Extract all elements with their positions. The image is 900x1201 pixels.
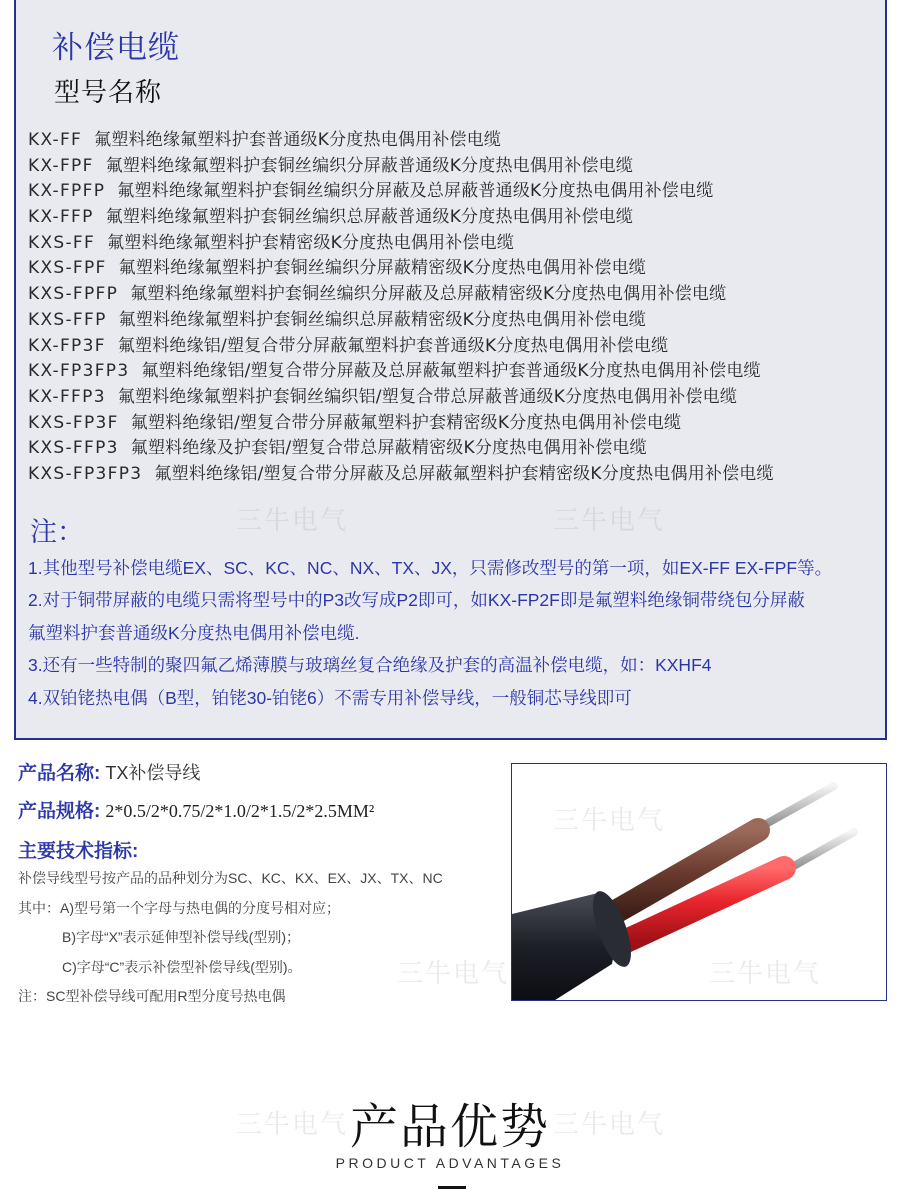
model-row bbox=[28, 385, 888, 411]
product-name-label: 产品名称: bbox=[18, 763, 101, 784]
model-code: KXS-FFP3 bbox=[28, 438, 119, 459]
model-description: 氟塑料绝缘及护套铝/塑复合带总屏蔽精密级K分度热电偶用补偿电缆 bbox=[130, 438, 647, 459]
product-info bbox=[18, 758, 503, 834]
note-line: 2.对于铜带屏蔽的电缆只需将型号中的P3改写成P2即可，如KX-FP2F即是氟塑料绝缘铜带绕包分屏蔽 bbox=[28, 590, 805, 611]
model-description: 氟塑料绝缘氟塑料护套铜丝编织分屏蔽及总屏蔽普通级K分度热电偶用补偿电缆 bbox=[117, 181, 714, 202]
note-line: 3.还有一些特制的聚四氟乙烯薄膜与玻璃丝复合绝缘及护套的高温补偿电缆，如：KXHF4 bbox=[28, 655, 712, 676]
model-description: 氟塑料绝缘氟塑料护套铜丝编织总屏蔽普通级K分度热电偶用补偿电缆 bbox=[105, 207, 634, 228]
tech-spec-line: B)字母“X”表示延伸型补偿导线(型别)； bbox=[62, 929, 300, 945]
model-row bbox=[28, 308, 888, 334]
product-name-value: TX补偿导线 bbox=[105, 763, 201, 783]
model-row bbox=[28, 411, 888, 437]
product-spec-row bbox=[18, 796, 503, 834]
advantages-title: 产品优势 bbox=[349, 1099, 550, 1155]
model-code: KX-FP3FP3 bbox=[28, 361, 130, 382]
watermark: 三牛电气 bbox=[397, 959, 510, 989]
watermark: 三牛电气 bbox=[236, 1110, 349, 1140]
model-code: KX-FPFP bbox=[28, 181, 106, 202]
model-code: KXS-FF bbox=[28, 232, 96, 253]
model-code: KX-FP3F bbox=[28, 335, 106, 356]
tech-spec-line: 其中：A)型号第一个字母与热电偶的分度号相对应； bbox=[18, 899, 340, 916]
note-line: 1.其他型号补偿电缆EX、SC、KC、NC、NX、TX、JX，只需修改型号的第一项，如EX-FF EX-FPF等。 bbox=[28, 558, 833, 578]
note-heading: 注： bbox=[30, 517, 84, 548]
model-row bbox=[28, 128, 888, 154]
product-name-row bbox=[18, 758, 503, 796]
model-code: KXS-FPFP bbox=[28, 284, 119, 305]
advantages-subtitle: PRODUCT ADVANTAGES bbox=[335, 1155, 565, 1171]
model-description: 氟塑料绝缘氟塑料护套铜丝编织分屏蔽及总屏蔽精密级K分度热电偶用补偿电缆 bbox=[130, 284, 727, 305]
model-code: KX-FPF bbox=[28, 155, 94, 176]
model-code: KXS-FP3F bbox=[28, 412, 119, 433]
tech-spec-line: 注：SC型补偿导线可配用R型分度号热电偶 bbox=[18, 988, 286, 1004]
advantages-underline bbox=[438, 1186, 466, 1189]
model-code: KX-FFP3 bbox=[28, 386, 106, 407]
tech-spec-line: C)字母“C”表示补偿型补偿导线(型别)。 bbox=[62, 958, 302, 975]
model-description: 氟塑料绝缘氟塑料护套铜丝编织分屏蔽精密级K分度热电偶用补偿电缆 bbox=[118, 258, 646, 279]
model-row bbox=[28, 334, 888, 360]
model-code: KX-FF bbox=[28, 130, 83, 150]
note-line: 4.双铂铑热电偶（B型，铂铑30-铂铑6）不需专用补偿导线，一般铜芯导线即可 bbox=[28, 687, 632, 708]
model-description: 氟塑料绝缘氟塑料护套铜丝编织总屏蔽精密级K分度热电偶用补偿电缆 bbox=[118, 309, 646, 330]
model-description: 氟塑料绝缘氟塑料护套铜丝编织分屏蔽普通级K分度热电偶用补偿电缆 bbox=[105, 155, 634, 176]
note-list bbox=[28, 552, 890, 714]
cable-illustration bbox=[512, 764, 887, 1001]
model-list bbox=[28, 128, 888, 488]
watermark: 三牛电气 bbox=[553, 1110, 666, 1140]
tech-spec-line: 补偿导线型号按产品的品种划分为SC、KC、KX、EX、JX、TX、NC bbox=[18, 870, 443, 886]
product-spec-label: 产品规格: bbox=[18, 801, 101, 822]
compensation-cable-panel bbox=[14, 0, 887, 740]
model-row bbox=[28, 256, 888, 282]
model-description: 氟塑料绝缘铝/塑复合带分屏蔽及总屏蔽氟塑料护套精密级K分度热电偶用补偿电缆 bbox=[154, 463, 774, 484]
tech-spec-list bbox=[18, 864, 508, 1012]
model-description: 氟塑料绝缘铝/塑复合带分屏蔽氟塑料护套精密级K分度热电偶用补偿电缆 bbox=[130, 412, 682, 433]
model-row bbox=[28, 436, 888, 462]
model-description: 氟塑料绝缘铝/塑复合带分屏蔽及总屏蔽氟塑料护套普通级K分度热电偶用补偿电缆 bbox=[141, 361, 761, 382]
model-row bbox=[28, 179, 888, 205]
model-description: 氟塑料绝缘铝/塑复合带分屏蔽氟塑料护套普通级K分度热电偶用补偿电缆 bbox=[117, 335, 669, 356]
model-code: KXS-FPF bbox=[28, 258, 107, 279]
model-row bbox=[28, 282, 888, 308]
model-description: 氟塑料绝缘氟塑料护套精密级K分度热电偶用补偿电缆 bbox=[107, 232, 515, 253]
tech-spec-heading: 主要技术指标: bbox=[18, 841, 139, 862]
cable-product-image bbox=[511, 763, 887, 1001]
model-row bbox=[28, 154, 888, 180]
model-description: 氟塑料绝缘氟塑料护套普通级K分度热电偶用补偿电缆 bbox=[94, 130, 502, 150]
model-row bbox=[28, 205, 888, 231]
model-code: KXS-FFP bbox=[28, 309, 107, 330]
model-description: 氟塑料绝缘氟塑料护套铜丝编织铝/塑复合带总屏蔽普通级K分度热电偶用补偿电缆 bbox=[117, 386, 738, 407]
model-row bbox=[28, 231, 888, 257]
panel-subtitle: 型号名称 bbox=[54, 78, 163, 108]
model-code: KXS-FP3FP3 bbox=[28, 463, 143, 484]
model-row bbox=[28, 359, 888, 385]
model-code: KX-FFP bbox=[28, 207, 94, 228]
model-row bbox=[28, 462, 888, 488]
note-line: 氟塑料护套普通级K分度热电偶用补偿电缆. bbox=[28, 622, 360, 643]
panel-title: 补偿电缆 bbox=[52, 30, 180, 66]
product-spec-value: 2*0.5/2*0.75/2*1.0/2*1.5/2*2.5MM² bbox=[105, 801, 375, 821]
